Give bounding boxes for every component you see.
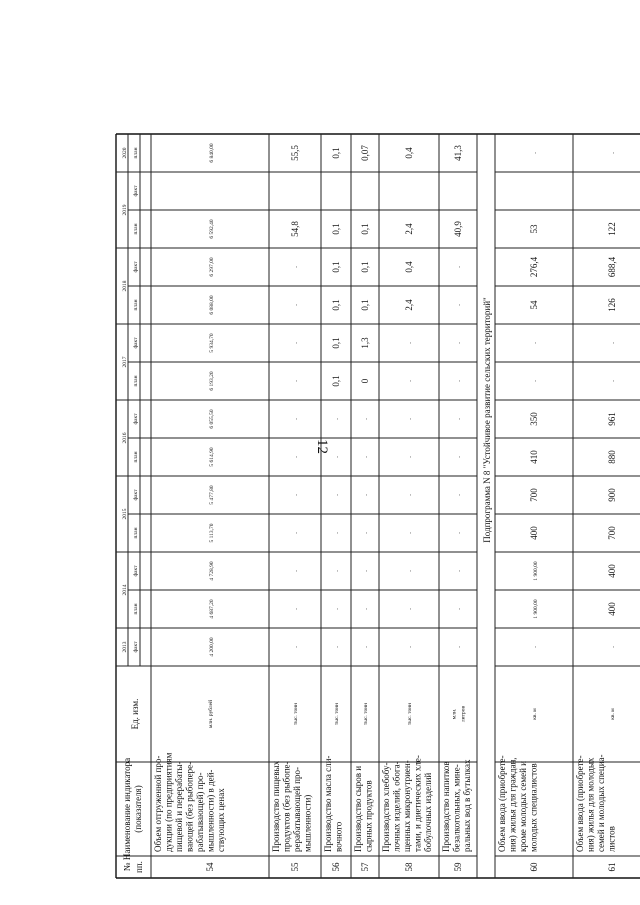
header-fact: факт xyxy=(133,413,139,425)
row-value: - xyxy=(364,456,370,458)
row-name: Производство масла сли- xyxy=(323,755,333,852)
row-value: 0,4 xyxy=(404,147,414,159)
row-value: - xyxy=(457,570,463,572)
row-value: 6 592,40 xyxy=(209,219,215,239)
row-value: - xyxy=(364,570,370,572)
row-value: - xyxy=(294,456,300,458)
row-value: - xyxy=(294,342,300,344)
row-value: 0 xyxy=(360,378,370,384)
row-value: 2,4 xyxy=(404,223,414,235)
row-value: 1 900,00 xyxy=(533,561,539,581)
row-value: 700 xyxy=(529,488,539,502)
row-value: 400 xyxy=(607,564,617,578)
row-value: 1,3 xyxy=(360,337,370,349)
row-value: 900 xyxy=(607,488,617,502)
row-value: - xyxy=(364,646,370,648)
row-value: - xyxy=(335,532,341,534)
row-name: вающей (без рыбопере- xyxy=(184,761,195,852)
row-value: 5 934,70 xyxy=(209,333,215,353)
row-name: пищевой и перерабаты- xyxy=(174,761,184,852)
row-name: безалкогольных, мине- xyxy=(451,764,462,852)
row-value: - xyxy=(457,304,463,306)
header-plan: план xyxy=(133,375,139,387)
row-name: листов xyxy=(606,826,617,852)
row-name: семей и молодых специа- xyxy=(596,754,606,852)
row-value: - xyxy=(408,608,414,610)
row-number: 61 xyxy=(607,862,617,872)
row-unit: кв. м xyxy=(610,708,616,720)
header-plan: план xyxy=(133,147,139,159)
row-name: тами, и диетических хле- xyxy=(412,755,423,852)
page-number: 12 xyxy=(314,439,330,454)
subprogram-title: Подпрограмма N 8 "Устойчивое развитие сельских территорий" xyxy=(482,297,492,543)
row-value: - xyxy=(294,494,300,496)
row-name: Производство сыров и xyxy=(353,765,363,852)
row-value: 880 xyxy=(607,450,617,464)
row-value: 126 xyxy=(607,298,617,312)
header-plan: план xyxy=(133,451,139,463)
row-value: 54 xyxy=(529,300,539,310)
row-name: ния) жилья для молодых xyxy=(585,757,596,852)
row-name: Объем отгруженной про- xyxy=(153,755,163,852)
row-unit: млн. рублей xyxy=(208,699,214,729)
row-name: дукции (по предприятиям xyxy=(163,752,174,852)
row-value: 4 728,90 xyxy=(209,561,215,581)
row-value: - xyxy=(335,608,341,610)
row-name: кроме молодых семей и xyxy=(518,761,528,852)
row-value: 6 055,50 xyxy=(209,409,215,429)
row-unit: тыс. тонн xyxy=(334,702,340,726)
row-value: - xyxy=(294,266,300,268)
row-name: щенных микронутриен- xyxy=(402,760,412,852)
row-value: 410 xyxy=(529,450,539,464)
row-value: - xyxy=(611,380,617,382)
header-fact: факт xyxy=(133,337,139,349)
row-name: вочного xyxy=(333,821,344,852)
row-value: - xyxy=(294,532,300,534)
header-year: 2020 xyxy=(122,147,128,159)
row-value: 0,1 xyxy=(331,261,341,273)
header-fact: факт xyxy=(133,261,139,273)
row-value: - xyxy=(457,532,463,534)
row-name: ствующих ценах xyxy=(216,788,226,852)
row-value: 0,1 xyxy=(331,223,341,235)
row-value: - xyxy=(533,380,539,382)
row-value: - xyxy=(533,646,539,648)
row-value: - xyxy=(335,494,341,496)
row-name: ральных вод в бутылках xyxy=(462,759,472,852)
row-value: 6 297,00 xyxy=(209,257,215,277)
row-value: - xyxy=(457,342,463,344)
row-value: 41,3 xyxy=(453,145,463,161)
row-number: 54 xyxy=(205,862,215,872)
row-value: - xyxy=(335,456,341,458)
row-value: - xyxy=(335,570,341,572)
row-value: - xyxy=(533,342,539,344)
row-value: 700 xyxy=(607,526,617,540)
row-value: - xyxy=(457,494,463,496)
row-value: - xyxy=(408,646,414,648)
row-value: - xyxy=(457,266,463,268)
header-num: пп. xyxy=(134,861,144,873)
row-value: 6 088,00 xyxy=(209,295,215,315)
row-value: 0,1 xyxy=(331,147,341,159)
row-value: 400 xyxy=(607,602,617,616)
row-value: 54,8 xyxy=(290,221,300,237)
row-value: 40,9 xyxy=(453,221,463,237)
row-number: 59 xyxy=(453,862,463,872)
header-fact: факт xyxy=(133,641,139,653)
header-plan: план xyxy=(133,223,139,235)
row-unit: кв. м xyxy=(532,708,538,720)
row-value: - xyxy=(294,418,300,420)
row-unit: тыс. тонн xyxy=(293,702,299,726)
header-year: 2016 xyxy=(122,432,128,444)
row-value: - xyxy=(408,494,414,496)
row-value: 5 614,90 xyxy=(209,447,215,467)
row-value: - xyxy=(533,152,539,154)
row-value: 5 477,80 xyxy=(209,485,215,505)
row-value: - xyxy=(364,418,370,420)
row-number: 60 xyxy=(529,862,539,872)
row-value: - xyxy=(611,152,617,154)
row-value: 0,1 xyxy=(331,337,341,349)
row-value: 0,1 xyxy=(360,299,370,311)
row-name: мышленности) в дей- xyxy=(205,769,216,852)
row-name: Объем ввода (приобрете- xyxy=(497,755,507,852)
row-value: - xyxy=(294,646,300,648)
row-value: - xyxy=(408,418,414,420)
row-value: - xyxy=(408,532,414,534)
row-name: Производство хлебобу- xyxy=(381,762,391,852)
row-unit: литров xyxy=(460,705,467,723)
row-value: - xyxy=(408,456,414,458)
row-name: сырных продуктов xyxy=(363,780,374,852)
header-year: 2015 xyxy=(122,508,128,520)
row-unit: тыс. тонн xyxy=(407,702,413,726)
row-value: 5 113,70 xyxy=(209,523,215,543)
header-fact: факт xyxy=(133,565,139,577)
row-name: продуктов (без рыбопе- xyxy=(281,761,292,852)
row-value: - xyxy=(364,532,370,534)
row-value: 0,1 xyxy=(360,261,370,273)
row-unit: тыс. тонн xyxy=(363,702,369,726)
row-value: - xyxy=(335,418,341,420)
row-value: - xyxy=(364,608,370,610)
row-number: 57 xyxy=(360,862,370,872)
row-value: 400 xyxy=(529,526,539,540)
row-name: Объем ввода (приобрете- xyxy=(575,755,585,852)
row-number: 55 xyxy=(290,862,300,872)
row-value: - xyxy=(457,646,463,648)
header-plan: план xyxy=(133,527,139,539)
row-value: 6 840,00 xyxy=(209,143,215,163)
row-value: - xyxy=(457,418,463,420)
row-value: 688,4 xyxy=(607,256,617,278)
row-name: бобулочных изделий xyxy=(423,772,433,852)
header-plan: план xyxy=(133,603,139,615)
row-value: - xyxy=(364,494,370,496)
header-year: 2017 xyxy=(122,356,128,368)
indicator-table xyxy=(116,134,640,878)
row-value: 53 xyxy=(529,224,539,234)
row-value: - xyxy=(294,380,300,382)
row-value: 0,1 xyxy=(360,223,370,235)
row-name: молодых специалистов xyxy=(528,763,539,852)
row-value: 1 900,00 xyxy=(533,599,539,619)
row-value: 0,1 xyxy=(331,375,341,387)
row-name: Производство напитков xyxy=(441,761,451,852)
row-value: 961 xyxy=(607,412,617,426)
row-name: ния) жилья для граждан, xyxy=(507,757,518,852)
header-plan: план xyxy=(133,299,139,311)
row-value: - xyxy=(294,608,300,610)
row-name: рерабатывающей про- xyxy=(292,767,302,852)
header-num: № xyxy=(122,862,132,872)
row-value: - xyxy=(457,380,463,382)
row-unit: млн. xyxy=(451,708,458,720)
row-value: - xyxy=(611,646,617,648)
header-year: 2014 xyxy=(122,584,128,596)
row-value: 350 xyxy=(529,412,539,426)
row-name: Производство пищевых xyxy=(271,760,281,852)
row-value: - xyxy=(611,342,617,344)
header-unit: Ед. изм. xyxy=(130,698,140,730)
header-fact: факт xyxy=(133,185,139,197)
row-number: 56 xyxy=(331,862,341,872)
row-value: 4 200,00 xyxy=(209,637,215,657)
row-value: 0,1 xyxy=(331,299,341,311)
row-value: 0,07 xyxy=(360,145,370,161)
header-year: 2019 xyxy=(122,204,128,216)
row-value: 122 xyxy=(607,222,617,236)
row-value: - xyxy=(294,304,300,306)
row-name: лочных изделий, обога- xyxy=(391,761,402,852)
row-value: 0,4 xyxy=(404,261,414,273)
row-name: мышленности) xyxy=(302,794,313,852)
row-value: 6 193,20 xyxy=(209,371,215,391)
row-value: 2,4 xyxy=(404,299,414,311)
header-name: (показателя) xyxy=(133,785,143,833)
row-value: - xyxy=(408,380,414,382)
row-value: - xyxy=(457,456,463,458)
row-value: - xyxy=(408,570,414,572)
header-name: Наименование индикатора xyxy=(122,757,132,861)
row-value: - xyxy=(457,608,463,610)
row-value: 55,5 xyxy=(290,145,300,161)
header-fact: факт xyxy=(133,489,139,501)
row-value: 276,4 xyxy=(529,256,539,278)
row-value: - xyxy=(294,570,300,572)
row-name: рабатывающей) про- xyxy=(195,772,205,852)
row-value: - xyxy=(408,342,414,344)
row-value: 4 687,20 xyxy=(209,599,215,619)
header-year: 2013 xyxy=(122,641,128,653)
row-value: - xyxy=(335,646,341,648)
header-year: 2018 xyxy=(122,280,128,292)
row-number: 58 xyxy=(404,862,414,872)
